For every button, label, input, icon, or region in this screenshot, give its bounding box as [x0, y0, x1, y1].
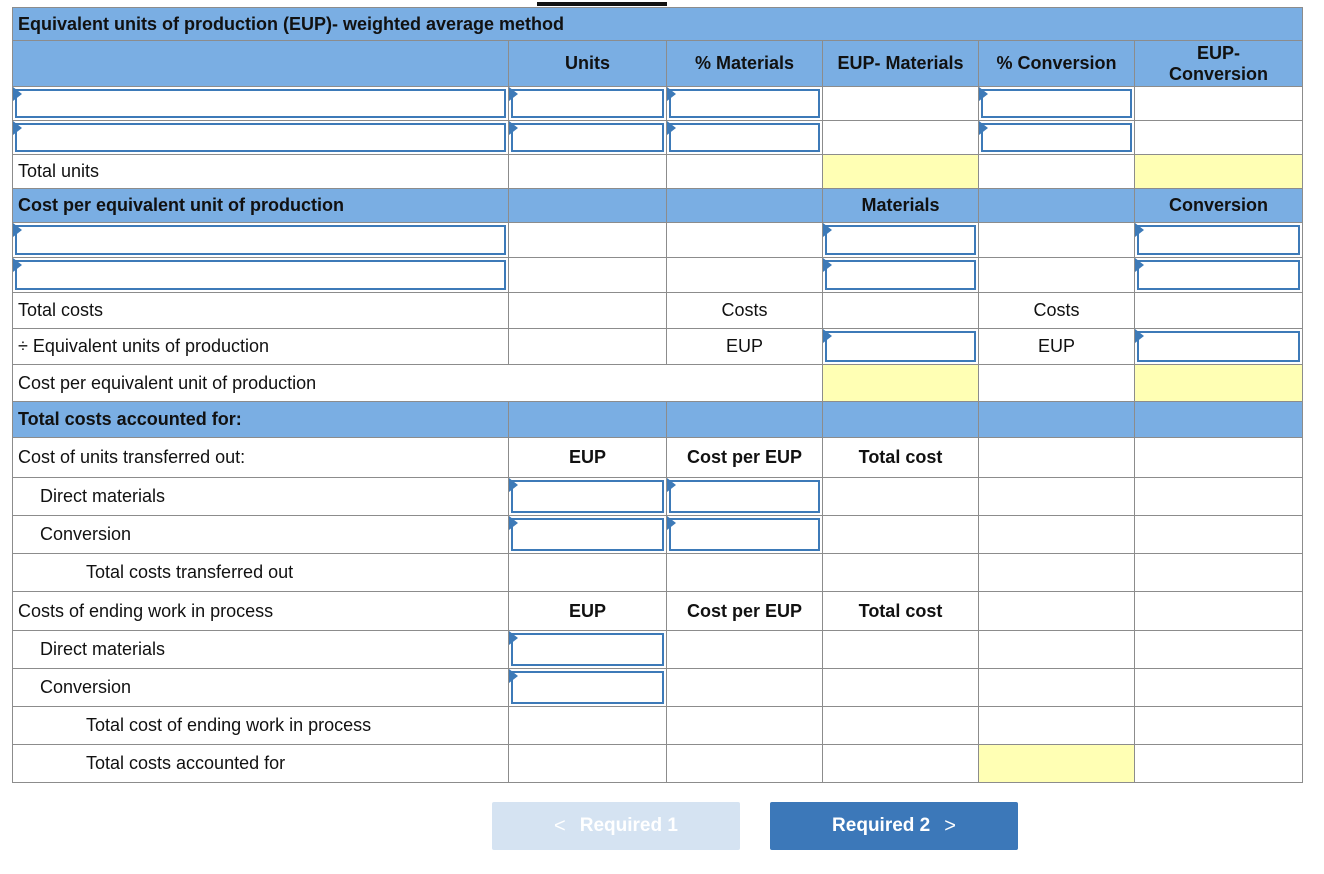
top-tab-indicator [537, 2, 667, 6]
total-costs-conversion-tag: Costs [979, 293, 1135, 329]
transferred-dm-cost-input[interactable] [667, 478, 823, 516]
table-title: Equivalent units of production (EUP)- weighted average method [13, 8, 1303, 41]
accounted-header-blank-2 [667, 402, 823, 438]
ending-wip-cost-per-eup-header: Cost per EUP [667, 592, 823, 631]
eup-divisor-blank-1 [509, 329, 667, 365]
units-row-2-units-input[interactable] [509, 121, 667, 155]
required-1-label: Required 1 [579, 815, 678, 836]
transferred-total-cost-header: Total cost [823, 438, 979, 478]
header-eup-conversion-line1: EUP- [1196, 42, 1240, 63]
units-row-1 [13, 87, 1303, 121]
total-units-row [13, 155, 1303, 189]
cost-per-eup-materials [823, 365, 979, 402]
transferred-conv-eup-input[interactable] [509, 516, 667, 554]
cost-row-2-materials-input[interactable] [823, 258, 979, 293]
cost-per-eup-row [13, 365, 1303, 402]
cost-row-2-label-input[interactable] [13, 258, 509, 293]
units-row-2-eup-conversion [1135, 121, 1303, 155]
chevron-left-icon: < [554, 814, 566, 837]
header-eup-conversion-line2: Conversion [1168, 63, 1269, 84]
transferred-conv-total [823, 516, 979, 554]
total-transferred-label: Total costs transferred out [13, 554, 509, 592]
ending-wip-dm-total [823, 631, 979, 669]
total-ending-wip-blank-1 [509, 707, 667, 745]
total-ending-wip-value [823, 707, 979, 745]
cost-per-eup-label: Cost per equivalent unit of production [13, 365, 823, 402]
total-units-blank-2 [979, 155, 1135, 189]
cost-row-2-blank-1 [509, 258, 667, 293]
ending-wip-conv-row [13, 669, 1303, 707]
ending-wip-eup-header: EUP [509, 592, 667, 631]
accounted-title: Total costs accounted for: [13, 402, 509, 438]
eup-divisor-row [13, 329, 1303, 365]
header-pct-materials: % Materials [667, 41, 823, 87]
total-ending-wip-row [13, 707, 1303, 745]
header-units: Units [509, 41, 667, 87]
cost-row-1-blank-3 [979, 223, 1135, 258]
eup-divisor-label: ÷ Equivalent units of production [13, 329, 509, 365]
ending-wip-conv-cost [667, 669, 823, 707]
eup-worksheet-table [12, 7, 1303, 783]
required-2-label: Required 2 [832, 815, 931, 836]
accounted-header-blank-5 [1135, 402, 1303, 438]
cost-row-1-label-input[interactable] [13, 223, 509, 258]
units-row-1-eup-materials [823, 87, 979, 121]
ending-wip-dm-blank-1 [979, 631, 1135, 669]
transferred-conv-label: Conversion [13, 516, 509, 554]
ending-wip-header-blank-2 [1135, 592, 1303, 631]
header-eup-materials: EUP- Materials [823, 41, 979, 87]
cost-per-eup-conversion [1135, 365, 1303, 402]
transferred-label: Cost of units transferred out: [13, 438, 509, 478]
total-costs-row [13, 293, 1303, 329]
units-row-1-pct-conversion-input[interactable] [979, 87, 1135, 121]
accounted-header-row [13, 402, 1303, 438]
total-units-label: Total units [13, 155, 509, 189]
cost-header-blank-3 [979, 189, 1135, 223]
cost-header-conversion: Conversion [1135, 189, 1303, 223]
ending-wip-label: Costs of ending work in process [13, 592, 509, 631]
transferred-header-blank-2 [1135, 438, 1303, 478]
cost-row-2 [13, 258, 1303, 293]
eup-divisor-conversion-input[interactable] [1135, 329, 1303, 365]
total-accounted-row [13, 745, 1303, 783]
total-costs-conversion [1135, 293, 1303, 329]
total-costs-label: Total costs [13, 293, 509, 329]
total-ending-wip-blank-2 [667, 707, 823, 745]
cost-row-2-blank-2 [667, 258, 823, 293]
total-units-blank [667, 155, 823, 189]
cost-row-1-blank-1 [509, 223, 667, 258]
ending-wip-dm-row [13, 631, 1303, 669]
units-row-2 [13, 121, 1303, 155]
ending-wip-header-row [13, 592, 1303, 631]
cost-row-1-materials-input[interactable] [823, 223, 979, 258]
transferred-eup-header: EUP [509, 438, 667, 478]
transferred-dm-eup-input[interactable] [509, 478, 667, 516]
units-row-2-eup-materials [823, 121, 979, 155]
total-accounted-blank-1 [509, 745, 667, 783]
total-transferred-blank-2 [667, 554, 823, 592]
units-row-2-label-input[interactable] [13, 121, 509, 155]
ending-wip-total-cost-header: Total cost [823, 592, 979, 631]
cost-header-blank-1 [509, 189, 667, 223]
total-transferred-row [13, 554, 1303, 592]
total-accounted-blank-4 [1135, 745, 1303, 783]
cost-header-blank-2 [667, 189, 823, 223]
transferred-header-row [13, 438, 1303, 478]
ending-wip-dm-blank-2 [1135, 631, 1303, 669]
total-transferred-blank-4 [1135, 554, 1303, 592]
table-title-row [13, 8, 1303, 41]
ending-wip-dm-eup-input[interactable] [509, 631, 667, 669]
header-blank [13, 41, 509, 87]
cost-section-title: Cost per equivalent unit of production [13, 189, 509, 223]
transferred-conv-blank-1 [979, 516, 1135, 554]
total-ending-wip-blank-4 [1135, 707, 1303, 745]
units-row-2-pct-materials-input[interactable] [667, 121, 823, 155]
units-row-1-pct-materials-input[interactable] [667, 87, 823, 121]
column-header-row [13, 41, 1303, 87]
accounted-header-blank-4 [979, 402, 1135, 438]
accounted-header-blank-1 [509, 402, 667, 438]
total-ending-wip-label: Total cost of ending work in process [13, 707, 509, 745]
required-1-button[interactable] [492, 802, 740, 850]
transferred-header-blank-1 [979, 438, 1135, 478]
transferred-conv-blank-2 [1135, 516, 1303, 554]
cost-header-materials: Materials [823, 189, 979, 223]
ending-wip-conv-label: Conversion [13, 669, 509, 707]
transferred-dm-total [823, 478, 979, 516]
units-row-1-label-input[interactable] [13, 87, 509, 121]
total-accounted-blank-3 [823, 745, 979, 783]
ending-wip-dm-label: Direct materials [13, 631, 509, 669]
transferred-conv-cost-input[interactable] [667, 516, 823, 554]
header-pct-conversion: % Conversion [979, 41, 1135, 87]
total-accounted-label: Total costs accounted for [13, 745, 509, 783]
ending-wip-header-blank-1 [979, 592, 1135, 631]
eup-divisor-conversion-tag: EUP [979, 329, 1135, 365]
cost-section-header-row [13, 189, 1303, 223]
accounted-header-blank-3 [823, 402, 979, 438]
units-row-2-pct-conversion-input[interactable] [979, 121, 1135, 155]
chevron-right-icon: > [944, 814, 956, 837]
total-accounted-value [979, 745, 1135, 783]
header-eup-conversion [1135, 41, 1303, 87]
transferred-conv-row [13, 516, 1303, 554]
transferred-cost-per-eup-header: Cost per EUP [667, 438, 823, 478]
total-costs-materials [823, 293, 979, 329]
eup-divisor-materials-input[interactable] [823, 329, 979, 365]
total-units-value [509, 155, 667, 189]
cost-row-1-blank-2 [667, 223, 823, 258]
cost-row-2-blank-3 [979, 258, 1135, 293]
transferred-dm-label: Direct materials [13, 478, 509, 516]
units-row-1-eup-conversion [1135, 87, 1303, 121]
ending-wip-dm-cost [667, 631, 823, 669]
ending-wip-conv-eup-input[interactable] [509, 669, 667, 707]
total-ending-wip-blank-3 [979, 707, 1135, 745]
cost-row-2-conversion-input[interactable] [1135, 258, 1303, 293]
ending-wip-conv-total [823, 669, 979, 707]
total-transferred-value [823, 554, 979, 592]
total-costs-materials-tag: Costs [667, 293, 823, 329]
total-transferred-blank-1 [509, 554, 667, 592]
cost-row-1-conversion-input[interactable] [1135, 223, 1303, 258]
transferred-dm-row [13, 478, 1303, 516]
total-transferred-blank-3 [979, 554, 1135, 592]
ending-wip-conv-blank-1 [979, 669, 1135, 707]
transferred-dm-blank-2 [1135, 478, 1303, 516]
total-costs-blank-1 [509, 293, 667, 329]
ending-wip-conv-blank-2 [1135, 669, 1303, 707]
eup-divisor-materials-tag: EUP [667, 329, 823, 365]
cost-row-1 [13, 223, 1303, 258]
transferred-dm-blank-1 [979, 478, 1135, 516]
total-eup-materials [823, 155, 979, 189]
total-eup-conversion [1135, 155, 1303, 189]
units-row-1-units-input[interactable] [509, 87, 667, 121]
total-accounted-blank-2 [667, 745, 823, 783]
required-2-button[interactable] [770, 802, 1018, 850]
cost-per-eup-blank [979, 365, 1135, 402]
